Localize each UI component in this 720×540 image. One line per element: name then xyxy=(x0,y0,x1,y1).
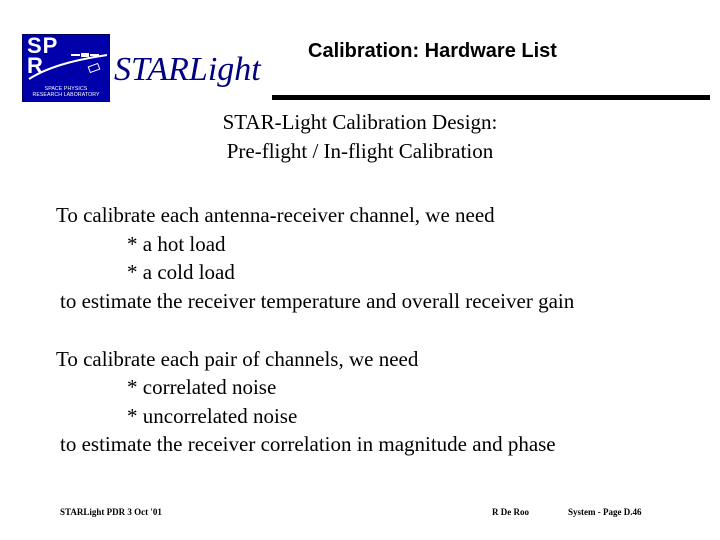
brand-wordmark: STARLight xyxy=(114,51,261,88)
subtitle-line: Pre-flight / In-flight Calibration xyxy=(226,139,494,163)
section1-item: * a cold load xyxy=(127,260,235,284)
section2-outro: to estimate the receiver correlation in magnitude and phase xyxy=(60,432,556,456)
logo-caption xyxy=(25,86,107,98)
footer-event: STARLight PDR 3 Oct '01 xyxy=(60,507,162,517)
footer-page: System - Page D.46 xyxy=(568,507,642,517)
footer-author: R De Roo xyxy=(492,507,529,517)
section2-intro: To calibrate each pair of channels, we need xyxy=(56,347,419,371)
logo-caption-line: RESEARCH LABORATORY xyxy=(32,92,100,98)
section1-outro: to estimate the receiver temperature and overall receiver gain xyxy=(60,289,575,313)
section1-item: * a hot load xyxy=(127,232,226,256)
section2-item: * correlated noise xyxy=(127,375,277,399)
section2-item: * uncorrelated noise xyxy=(127,404,298,428)
title-divider xyxy=(272,95,710,100)
slide-title: Calibration: Hardware List xyxy=(308,40,557,62)
logo-letters-bottom: R xyxy=(27,53,43,78)
logo-caption-line: SPACE PHYSICS xyxy=(44,86,88,92)
subtitle-line: STAR-Light Calibration Design: xyxy=(222,110,498,134)
spr-logo xyxy=(22,34,110,102)
logo-letters-top: SP xyxy=(27,34,59,58)
section1-intro: To calibrate each antenna-receiver channel, we need xyxy=(56,203,495,227)
